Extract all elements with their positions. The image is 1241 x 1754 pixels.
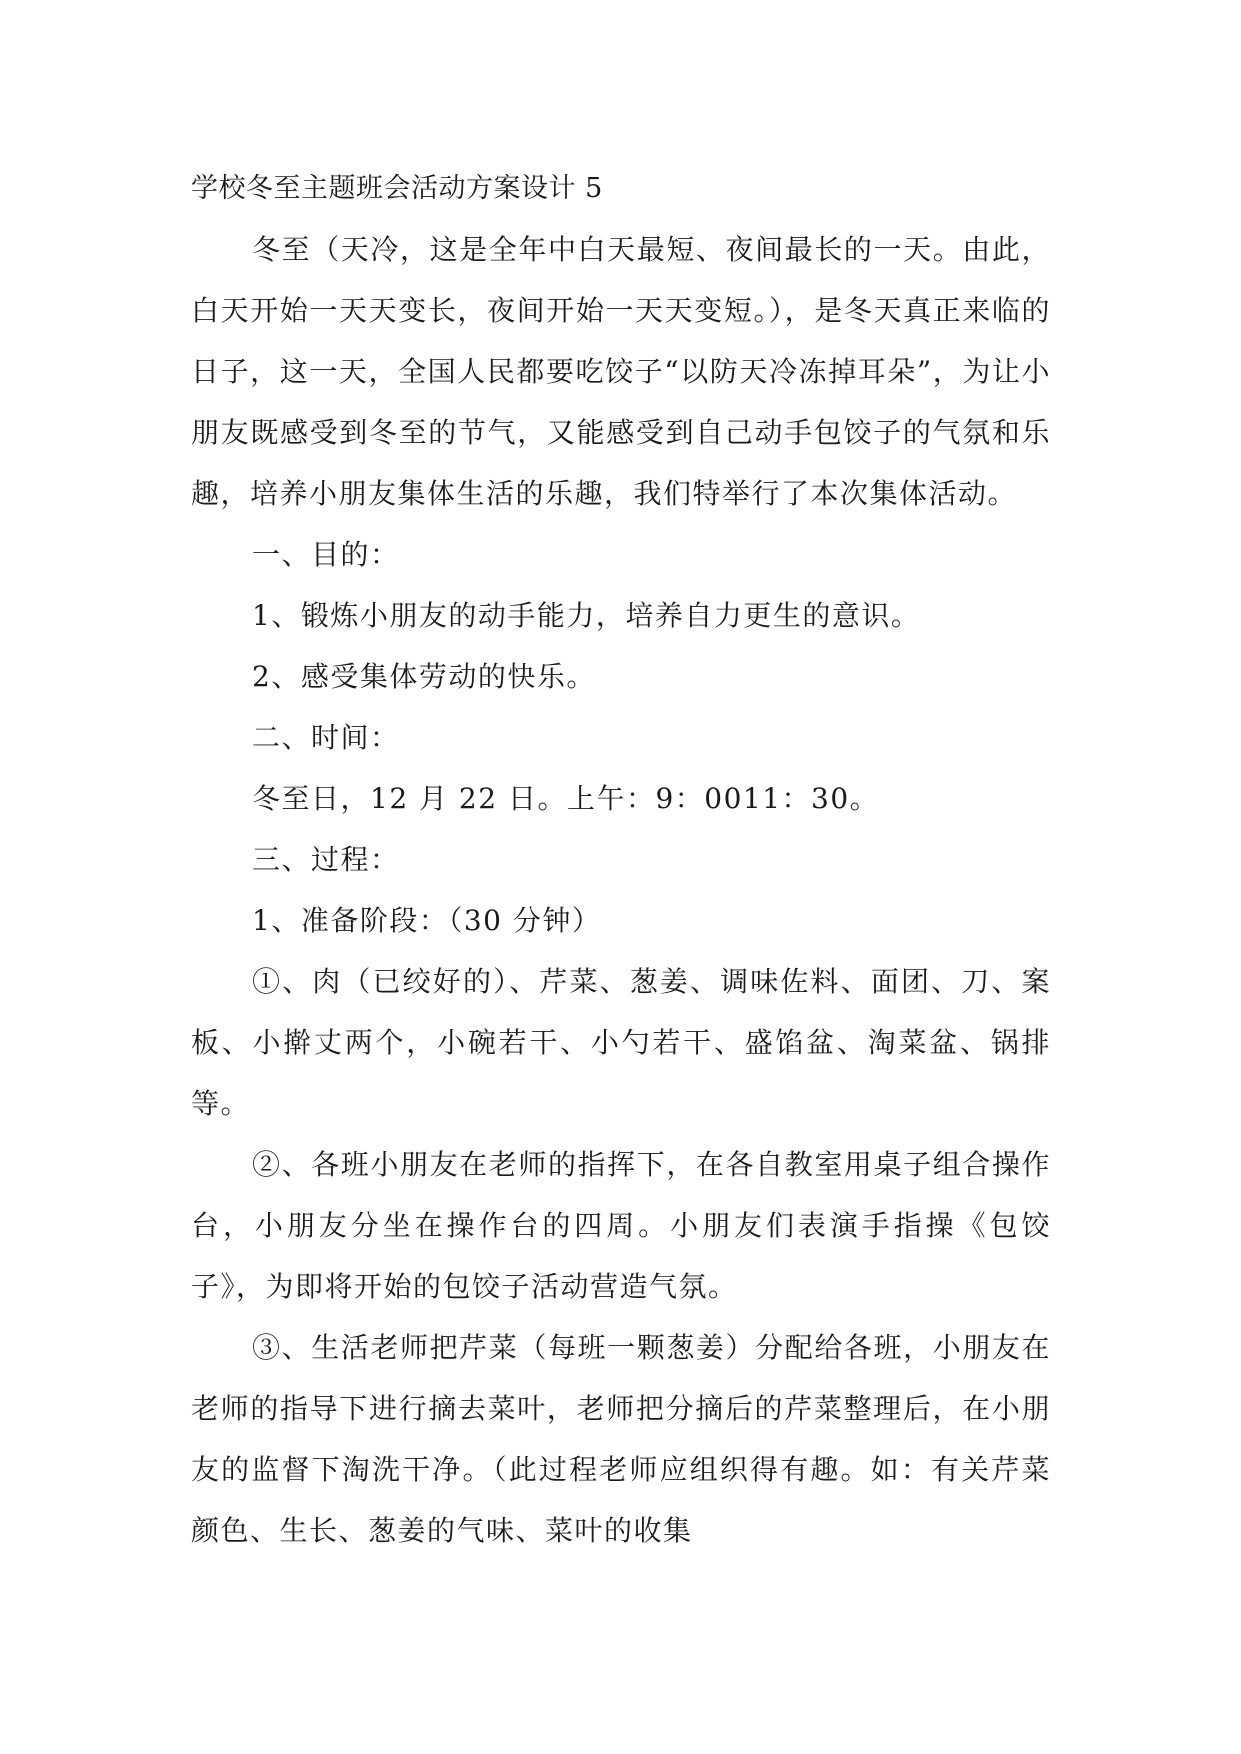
purpose-item-2: 2、感受集体劳动的快乐。	[252, 660, 596, 693]
process-item-vegetables: ③、生活老师把芹菜（每班一颗葱姜）分配给各班，小朋友在老师的指导下进行摘去菜叶，老师把分摘后的芹菜整理后，在小朋友的监督下淘洗干净。（此过程老师应组织得有趣。如：有关芹菜颜色、生长、葱姜的气味、菜叶的收集	[191, 1331, 1051, 1547]
time-detail: 冬至日，12 月 22 日。上午：9：0011：30。	[252, 782, 880, 815]
section-heading-purpose: 一、目的：	[252, 538, 400, 571]
section-heading-time: 二、时间：	[252, 721, 400, 754]
process-step-1-heading: 1、准备阶段：（30 分钟）	[252, 904, 602, 937]
intro-paragraph: 冬至（天冷，这是全年中白天最短、夜间最长的一天。由此，白天开始一天天变长，夜间开始一天天变短。），是冬天真正来临的日子，这一天，全国人民都要吃饺子“以防天冷冻掉耳朵”，为让小朋友既感受到冬至的节气，又能感受到自己动手包饺子的气氛和乐趣，培养小朋友集体生活的乐趣，我们特举行了本次集体活动。	[191, 233, 1051, 510]
purpose-item-1: 1、锻炼小朋友的动手能力，培养自力更生的意识。	[252, 599, 921, 632]
document-body	[191, 158, 1051, 1561]
section-heading-process: 三、过程：	[252, 843, 400, 876]
document-title: 学校冬至主题班会活动方案设计 5	[191, 173, 603, 204]
process-item-setup: ②、各班小朋友在老师的指挥下，在各自教室用桌子组合操作台，小朋友分坐在操作台的四周。小朋友们表演手指操《包饺子》，为即将开始的包饺子活动营造气氛。	[191, 1148, 1051, 1303]
process-item-materials: ①、肉（已绞好的）、芹菜、葱姜、调味佐料、面团、刀、案板、小擀丈两个，小碗若干、小勺若干、盛馅盆、淘菜盆、锅排等。	[191, 965, 1051, 1120]
